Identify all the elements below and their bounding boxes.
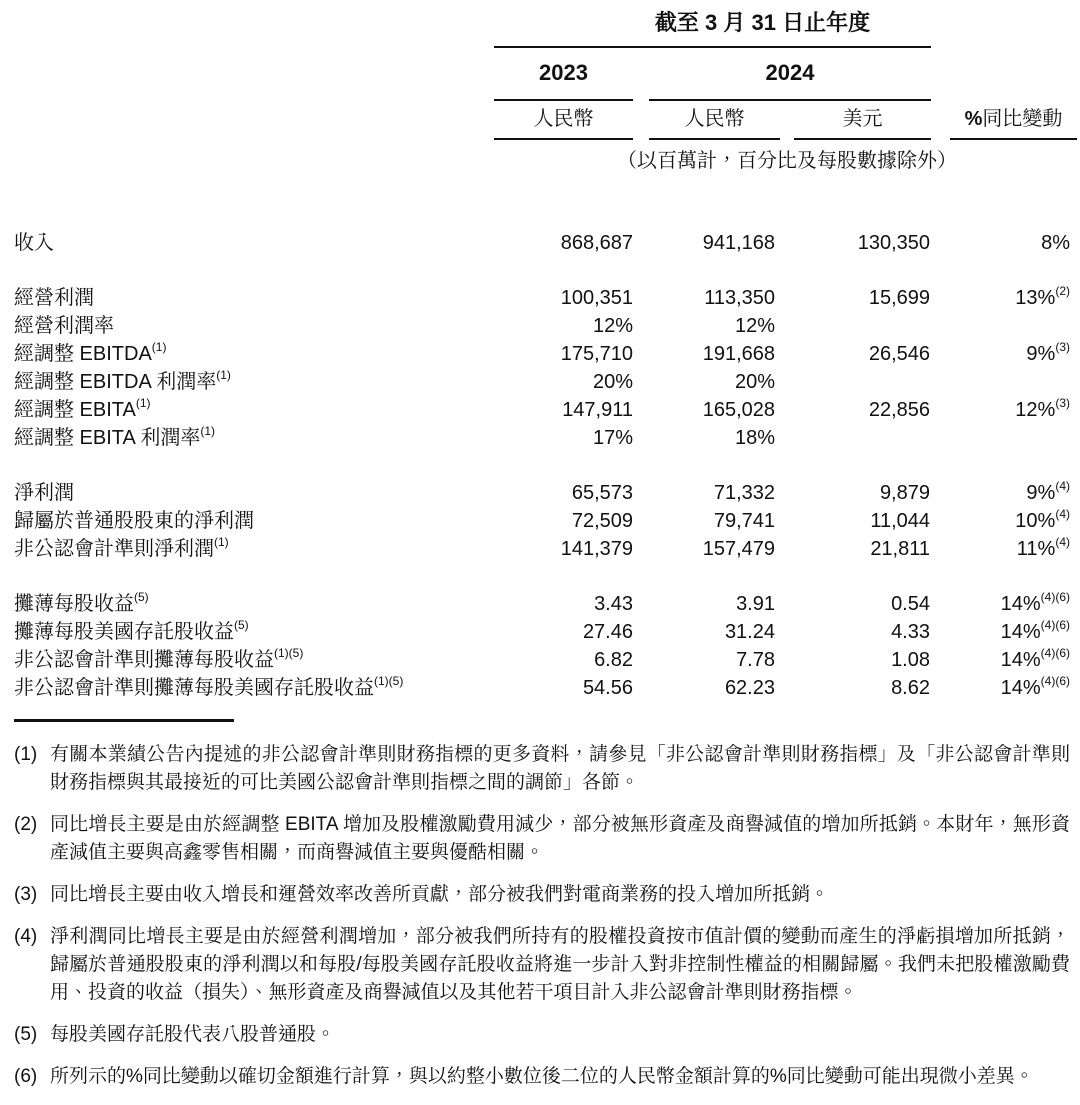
- footnote-marker: (4): [14, 926, 38, 947]
- yoy-label: 同比變動: [982, 108, 1063, 130]
- footnotes: [14, 741, 1070, 1105]
- value-rmb-2023: 12%: [592, 315, 633, 337]
- footnote-ref: (1): [151, 340, 167, 355]
- value-yoy: 12%$^{(3)}$: [1015, 396, 1070, 421]
- value-rmb-2023: 27.46: [582, 621, 633, 643]
- footnote-ref: (3): [1055, 396, 1070, 411]
- row-label: 非公認會計準則攤薄每股收益$^{(1)(5)}$: [14, 646, 304, 671]
- footnote-item: [14, 881, 1070, 909]
- value-rmb-2024: 18%: [734, 427, 775, 449]
- footnote-item: [14, 741, 1070, 797]
- value-rmb-2023: 141,379: [560, 538, 633, 560]
- value-rmb-2024: 7.78: [736, 649, 775, 671]
- row-label: 攤薄每股收益$^{(5)}$: [14, 590, 149, 615]
- col-header-usd: 美元: [842, 108, 883, 130]
- value-usd-2024: 22,856: [868, 399, 930, 421]
- footnote-item: [14, 923, 1070, 1007]
- footnote-ref: (1)(5): [274, 646, 304, 661]
- footnote-marker: (5): [14, 1024, 38, 1045]
- value-rmb-2023: 17%: [592, 427, 633, 449]
- period-underline: [494, 46, 931, 48]
- value-rmb-2023: 6.82: [594, 649, 633, 671]
- value-rmb-2024: 62.23: [724, 677, 775, 699]
- row-spacer: [14, 563, 1080, 590]
- footnote-ref: (4): [1055, 535, 1070, 550]
- value-usd-2024: [780, 424, 931, 452]
- col-rmb-2023-underline: [494, 138, 633, 140]
- value-usd-2024: 4.33: [891, 621, 930, 643]
- col-header-rmb-2024: 人民幣: [684, 108, 745, 130]
- row-label: 經調整 EBITDA$^{(1)}$: [14, 340, 167, 365]
- value-usd-2024: 21,811: [870, 538, 930, 560]
- value-usd-2024: 9,879: [879, 482, 930, 504]
- row-label: 非公認會計準則攤薄每股美國存託股收益$^{(1)(5)}$: [14, 674, 404, 699]
- col-header-yoy: [950, 105, 1077, 133]
- year-2024-header: 2024: [765, 60, 815, 85]
- footnote-text: 淨利潤同比增長主要是由於經營利潤增加，部分被我們所持有的股權投資按市值計價的變動而產生的淨虧損增加所抵銷，歸屬於普通股股東的淨利潤以和每股/每股美國存託股收益將進一步計入對非控制性權益的相關歸屬。我們未把股權激勵費用、投資的收益（損失）、無形資產及商譽減值以及其他若干項目計入非公認會計準則財務指標。: [50, 926, 1070, 1003]
- table-row: [14, 368, 1080, 396]
- footnote-item: [14, 811, 1070, 867]
- value-yoy: 9%$^{(4)}$: [1026, 479, 1070, 504]
- footnote-ref: (3): [1055, 340, 1070, 355]
- footnote-ref: (4): [1055, 507, 1070, 522]
- value-rmb-2024: 31.24: [724, 621, 775, 643]
- footnote-ref: (1)(5): [374, 674, 404, 689]
- value-rmb-2023: 20%: [592, 371, 633, 393]
- footnote-divider: [14, 719, 234, 722]
- table-row: [14, 424, 1080, 452]
- value-rmb-2023: 100,351: [560, 287, 633, 309]
- row-spacer: [14, 257, 1080, 284]
- footnote-ref: (1): [200, 424, 215, 439]
- value-usd-2024: 0.54: [891, 593, 930, 615]
- value-yoy: 10%$^{(4)}$: [1015, 507, 1070, 532]
- footnote-text: 同比增長主要由收入增長和運營效率改善所貢獻，部分被我們對電商業務的投入增加所抵銷。: [50, 884, 830, 905]
- value-usd-2024: 1.08: [891, 649, 930, 671]
- row-spacer: [14, 452, 1080, 479]
- footnote-ref: (4)(6): [1040, 590, 1070, 605]
- footnote-ref: (4)(6): [1040, 674, 1070, 689]
- value-usd-2024: 8.62: [891, 677, 930, 699]
- table-row: [14, 618, 1080, 646]
- footnote-marker: (2): [14, 814, 38, 835]
- value-rmb-2024: 12%: [734, 315, 775, 337]
- value-rmb-2024: 165,028: [702, 399, 775, 421]
- table-row: [14, 312, 1080, 340]
- value-rmb-2023: 54.56: [582, 677, 633, 699]
- table-row: [14, 396, 1080, 424]
- footnote-ref: (5): [134, 590, 149, 605]
- row-label: 經調整 EBITA 利潤率$^{(1)}$: [14, 424, 215, 449]
- table-row: [14, 590, 1080, 618]
- footnote-ref: (1): [216, 368, 231, 383]
- value-yoy: 14%$^{(4)(6)}$: [1000, 590, 1070, 615]
- value-yoy: 8%: [1041, 232, 1070, 254]
- value-rmb-2023: 147,911: [562, 399, 633, 421]
- row-label: 淨利潤: [14, 482, 74, 504]
- row-label: 收入: [14, 232, 54, 254]
- footnote-ref: (5): [234, 618, 249, 633]
- footnote-marker: (1): [14, 744, 38, 765]
- col-rmb-2024-underline: [649, 138, 780, 140]
- value-yoy: [931, 312, 1080, 340]
- value-rmb-2024: 157,479: [702, 538, 775, 560]
- row-label: 非公認會計準則淨利潤$^{(1)}$: [14, 535, 229, 560]
- unit-note: （以百萬計，百分比及每股數據除外）: [617, 150, 957, 172]
- footnote-item: [14, 1021, 1070, 1049]
- value-rmb-2024: 71,332: [713, 482, 775, 504]
- footnote-text: 所列示的%同比變動以確切金額進行計算，與以約整小數位後二位的人民幣金額計算的%同比變動可能出現微小差異。: [50, 1066, 1034, 1087]
- value-yoy: 14%$^{(4)(6)}$: [1000, 674, 1070, 699]
- row-label: 經營利潤: [14, 287, 94, 309]
- value-rmb-2024: 941,168: [702, 232, 775, 254]
- table-row: [14, 229, 1080, 257]
- yoy-percent-sign: %: [964, 108, 983, 130]
- table-row: [14, 535, 1080, 563]
- footnote-ref: (4)(6): [1040, 618, 1070, 633]
- table-row: [14, 646, 1080, 674]
- value-rmb-2023: 3.43: [594, 593, 633, 615]
- table-row: [14, 340, 1080, 368]
- value-yoy: [931, 424, 1080, 452]
- row-label: 經營利潤率: [14, 315, 114, 337]
- footnote-ref: (1): [214, 535, 229, 550]
- value-yoy: 13%$^{(2)}$: [1015, 284, 1070, 309]
- col-yoy-underline: [950, 138, 1077, 140]
- value-usd-2024: [780, 368, 931, 396]
- value-rmb-2024: 113,350: [704, 287, 775, 309]
- footnote-ref: (4): [1055, 479, 1070, 494]
- table-row: [14, 479, 1080, 507]
- col-header-rmb-2023: 人民幣: [533, 108, 594, 130]
- value-rmb-2024: 79,741: [713, 510, 775, 532]
- value-usd-2024: 130,350: [857, 232, 930, 254]
- value-yoy: 9%$^{(3)}$: [1026, 340, 1070, 365]
- row-label: 歸屬於普通股股東的淨利潤: [14, 510, 254, 532]
- value-rmb-2023: 175,710: [560, 343, 633, 365]
- value-rmb-2023: 868,687: [560, 232, 633, 254]
- value-yoy: [931, 368, 1080, 396]
- row-label: 經調整 EBITA$^{(1)}$: [14, 396, 151, 421]
- footnote-marker: (3): [14, 884, 38, 905]
- footnote-text: 同比增長主要是由於經調整 EBITA 增加及股權激勵費用減少，部分被無形資產及商譽減值的增加所抵銷。本財年，無形資產減值主要與高鑫零售相關，而商譽減值主要與優酷相關。: [50, 814, 1070, 863]
- year-2023-underline: [494, 99, 633, 101]
- year-2024-underline: [649, 99, 931, 101]
- value-usd-2024: 11,044: [870, 510, 930, 532]
- value-yoy: 14%$^{(4)(6)}$: [1000, 618, 1070, 643]
- col-usd-underline: [794, 138, 931, 140]
- row-label: 攤薄每股美國存託股收益$^{(5)}$: [14, 618, 249, 643]
- value-rmb-2024: 3.91: [736, 593, 775, 615]
- value-rmb-2024: 20%: [734, 371, 775, 393]
- table-row: [14, 284, 1080, 312]
- footnote-ref: (2): [1055, 284, 1070, 299]
- period-header: 截至 3 月 31 日止年度: [654, 10, 871, 35]
- footnote-text: 每股美國存託股代表八股普通股。: [50, 1024, 336, 1045]
- footnote-ref: (4)(6): [1040, 646, 1070, 661]
- row-label: 經調整 EBITDA 利潤率$^{(1)}$: [14, 368, 231, 393]
- table-row: [14, 507, 1080, 535]
- value-rmb-2023: 72,509: [571, 510, 633, 532]
- value-yoy: 14%$^{(4)(6)}$: [1000, 646, 1070, 671]
- footnote-item: [14, 1063, 1070, 1091]
- value-usd-2024: 26,546: [868, 343, 930, 365]
- value-rmb-2023: 65,573: [571, 482, 633, 504]
- value-yoy: 11%$^{(4)}$: [1016, 535, 1070, 560]
- year-2023-header: 2023: [539, 60, 588, 85]
- footnote-marker: (6): [14, 1066, 38, 1087]
- footnote-ref: (1): [135, 396, 151, 411]
- value-usd-2024: 15,699: [868, 287, 930, 309]
- value-rmb-2024: 191,668: [702, 343, 775, 365]
- value-usd-2024: [780, 312, 931, 340]
- table-row: [14, 674, 1080, 702]
- footnote-text: 有關本業績公告內提述的非公認會計準則財務指標的更多資料，請參見「非公認會計準則財務指標」及「非公認會計準則財務指標與其最接近的可比美國公認會計準則指標之間的調節」各節。: [50, 744, 1070, 793]
- financial-table: [14, 229, 1080, 702]
